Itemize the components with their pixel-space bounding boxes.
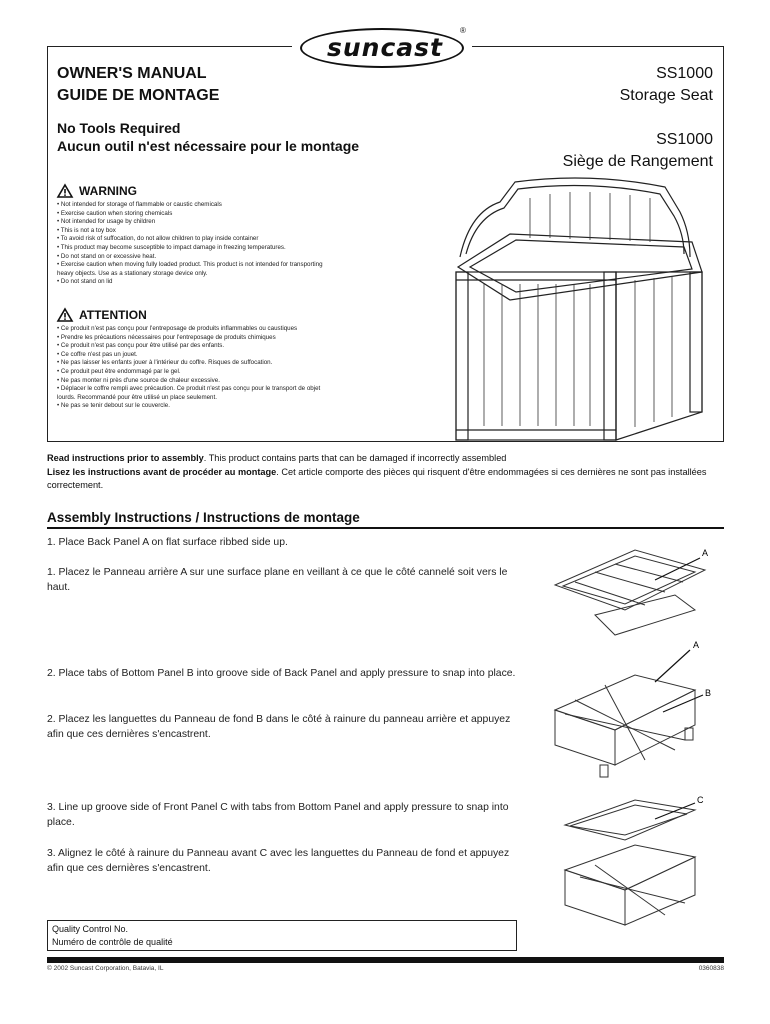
warning-item: heavy objects. Use as a stationary storage device only. [57, 269, 208, 277]
step-3-diagram [555, 795, 725, 935]
warning-heading [57, 184, 323, 198]
attention-item: lourds. Recommandé pour être utilisé un place seulement. [57, 393, 217, 401]
model-number-fr: SS1000 [656, 131, 713, 148]
warning-item: • Do not stand on lid [57, 278, 113, 286]
suncast-logo [292, 24, 472, 72]
product-name-en: Storage Seat [619, 87, 713, 104]
read-instructions-en [47, 452, 727, 465]
attention-list [57, 325, 320, 411]
section-divider [47, 527, 724, 529]
notice-fr-bold: Lisez les instructions avant de procéder au montage [47, 467, 277, 477]
no-tools-fr: Aucun outil n'est nécessaire pour le montage [57, 138, 360, 154]
warning-item: • Not intended for storage of flammable or caustic chemicals [57, 201, 222, 208]
attention-item: • Ce produit n'est pas conçu pour être utilisé par des enfants. [57, 342, 225, 350]
warning-item: • Do not stand on or excessive heat. [57, 252, 157, 260]
attention-heading [57, 308, 320, 322]
quality-control-fr: Numéro de contrôle de qualité [52, 936, 173, 947]
read-instructions-fr [47, 466, 727, 491]
model-number: SS1000 [656, 65, 713, 82]
notice-fr-text: . Cet article comporte des pièces qui risquent d'être endommagées si ces dernières ne sont pas installées correctement. [47, 467, 707, 490]
warning-item: • This is not a toy box [57, 226, 116, 234]
part-label-b: B [705, 688, 712, 698]
storage-seat-illustration [440, 172, 720, 442]
warning-triangle-icon [57, 308, 73, 322]
step-2-fr: 2. Placez les languettes du Panneau de fond B dans le côté à rainure du panneau arrière et appuyez afin que ces dernières s'encastrent. [47, 714, 511, 740]
step-1-diagram [545, 540, 725, 640]
manual-title-fr: GUIDE DE MONTAGE [57, 87, 220, 104]
quality-control-en: Quality Control No. [52, 924, 129, 934]
warning-item: • Not intended for usage by children [57, 218, 156, 226]
assembly-title: Assembly Instructions / Instructions de montage [47, 510, 360, 525]
attention-item: • Ce coffre n'est pas un jouet. [57, 350, 138, 358]
registered-mark: ® [460, 26, 466, 35]
quality-control-box [47, 920, 517, 951]
step-3-fr: 3. Alignez le côté à rainure du Panneau avant C avec les languettes du Panneau de fond et appuyez afin que ces dernières s'encastrent. [47, 848, 510, 874]
warning-item: • Exercise caution when moving fully loaded product. This product is not intended for transporting [57, 261, 323, 269]
part-label-c: C [697, 795, 704, 805]
warning-title: WARNING [79, 184, 137, 198]
attention-item: • Déplacer le coffre rempli avec précaution. Ce produit n'est pas conçu pour le transport de objet [57, 385, 321, 393]
attention-item: • Ce produit peut être endommagé par le gel. [57, 367, 181, 375]
step-2-diagram [545, 640, 725, 780]
footer-rule [47, 957, 724, 963]
attention-item: • Ne pas laisser les enfants jouer à l'intérieur du coffre. Risques de suffocation. [57, 359, 273, 367]
product-name-fr: Siège de Rangement [562, 153, 713, 170]
part-label-a: A [693, 640, 700, 650]
step-1-en: 1. Place Back Panel A on flat surface ribbed side up. [47, 537, 288, 548]
attention-item: • Prendre les précautions nécessaires pour l'entreposage de produits chimiques [57, 333, 276, 341]
copyright: © 2002 Suncast Corporation, Batavia, IL [47, 965, 164, 972]
warning-block [57, 184, 323, 287]
attention-block [57, 308, 320, 411]
part-number: 0360838 [698, 965, 724, 972]
step-2-en: 2. Place tabs of Bottom Panel B into groove side of Back Panel and apply pressure to snap into place. [47, 668, 516, 679]
warning-item: • To avoid risk of suffocation, do not allow children to play inside container [57, 235, 259, 243]
no-tools-en: No Tools Required [57, 120, 181, 136]
warning-triangle-icon [57, 184, 73, 198]
notice-en-text: . This product contains parts that can be damaged if incorrectly assembled [203, 453, 507, 463]
attention-title: ATTENTION [79, 308, 147, 322]
logo-text: suncast [327, 33, 443, 62]
part-label-a: A [702, 548, 709, 558]
attention-item: • Ne pas monter ni près d'une source de chaleur excessive. [57, 376, 220, 384]
manual-title-en: OWNER'S MANUAL [57, 65, 207, 82]
attention-item: • Ne pas se tenir debout sur le couvercle. [57, 402, 170, 410]
step-3-en: 3. Line up groove side of Front Panel C with tabs from Bottom Panel and apply pressure to snap into place. [47, 802, 509, 828]
step-1-fr: 1. Placez le Panneau arrière A sur une surface plane en veillant à ce que le côté cannelé soit vers le haut. [47, 567, 508, 593]
warning-item: • Exercise caution when storing chemicals [57, 209, 173, 217]
warning-item: • This product may become susceptible to impact damage in freezing temperatures. [57, 243, 286, 251]
notice-en-bold: Read instructions prior to assembly [47, 453, 204, 463]
warning-list [57, 201, 323, 287]
attention-item: • Ce produit n'est pas conçu pour l'entreposage de produits inflammables ou caustiques [57, 325, 298, 332]
